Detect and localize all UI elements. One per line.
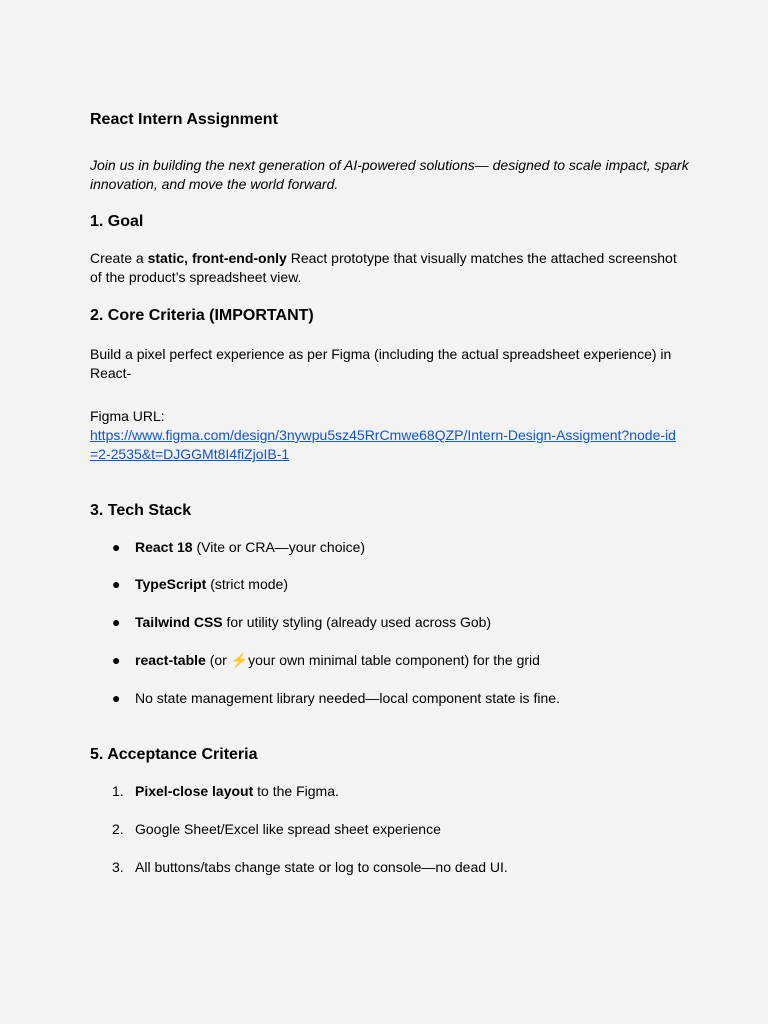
tech-item-text-before: (or <box>205 652 231 668</box>
tech-item-text: No state management library needed—local component state is fine. <box>135 690 560 706</box>
tech-item-bold: React 18 <box>135 539 193 555</box>
bullet-icon: ● <box>112 576 121 592</box>
acceptance-criteria-heading: 5. Acceptance Criteria <box>90 746 258 763</box>
tech-stack-heading: 3. Tech Stack <box>90 502 192 519</box>
lightning-icon: ⚡ <box>230 652 249 668</box>
tech-item-bold: Tailwind CSS <box>135 614 223 630</box>
figma-url-block <box>90 426 680 464</box>
core-criteria-text: Build a pixel perfect experience as per Figma (including the actual spreadsheet experience) in React- <box>90 346 672 381</box>
figma-url-link[interactable]: https://www.figma.com/design/3nywpu5sz45RrCmwe68QZP/Intern-Design-Assigment?node-id=2-2535&t=DJGGMt8I4fiZjoIB-1 <box>90 427 676 462</box>
bullet-icon: ● <box>112 539 121 555</box>
acceptance-item-text: All buttons/tabs change state or log to console—no dead UI. <box>135 859 508 875</box>
list-number: 3. <box>112 859 124 875</box>
bullet-icon: ● <box>112 614 121 630</box>
tech-item-bold: react-table <box>135 652 206 668</box>
bullet-icon: ● <box>112 690 121 706</box>
goal-text-bold: static, front-end-only <box>147 250 287 266</box>
acceptance-item-text: to the Figma. <box>253 783 339 799</box>
tech-item-bold: TypeScript <box>135 576 207 592</box>
goal-text <box>90 249 680 287</box>
goal-text-suffix: React prototype that visually matches the attached screenshot of the product’s spreadsheet view. <box>90 250 677 285</box>
figma-url-label: Figma URL: <box>90 408 165 424</box>
bullet-icon: ● <box>112 652 121 668</box>
list-number: 1. <box>112 783 124 799</box>
intro-text: Join us in building the next generation of AI-powered solutions— designed to scale impact, spark innovation, and move the world forward. <box>90 157 689 192</box>
acceptance-item-text: Google Sheet/Excel like spread sheet experience <box>135 821 441 837</box>
page-title: React Intern Assignment <box>90 111 278 128</box>
goal-heading: 1. Goal <box>90 213 144 230</box>
tech-item-text: your own minimal table component) for the grid <box>248 652 540 668</box>
acceptance-item-bold: Pixel-close layout <box>135 783 254 799</box>
goal-text-prefix: Create a <box>90 250 148 266</box>
tech-item-text: for utility styling (already used across Gob) <box>222 614 492 630</box>
list-number: 2. <box>112 821 124 837</box>
core-criteria-heading: 2. Core Criteria (IMPORTANT) <box>90 307 314 324</box>
tech-item-text: (Vite or CRA—your choice) <box>192 539 366 555</box>
tech-item-text: (strict mode) <box>206 576 288 592</box>
